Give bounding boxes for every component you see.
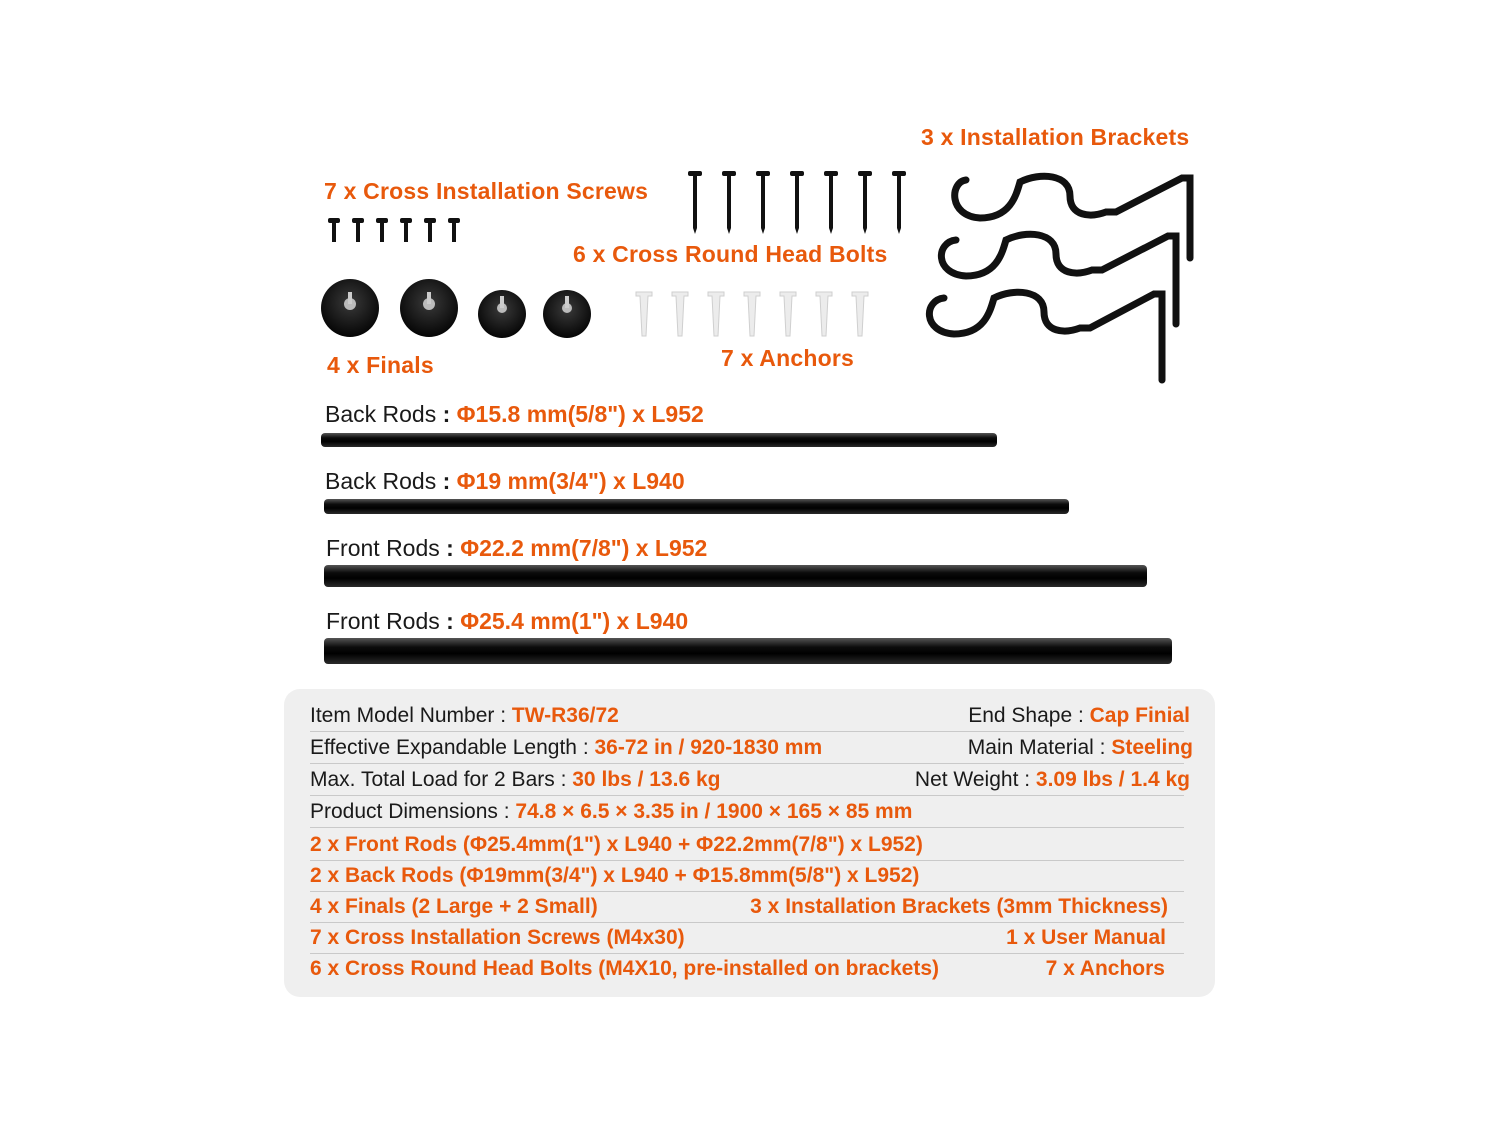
final-large-icon xyxy=(400,279,458,337)
screw-icon xyxy=(400,218,412,242)
rod-label-4: Front Rods : Φ25.4 mm(1") x L940 xyxy=(326,608,689,634)
screw-icon xyxy=(328,218,340,242)
anchors-label: 7 x Anchors xyxy=(721,345,855,371)
anchor-icon xyxy=(708,292,724,336)
screw-icon xyxy=(448,218,460,242)
anchor-icon xyxy=(744,292,760,336)
bracket-icon xyxy=(929,292,1162,380)
spec-row-dimensions: Product Dimensions : 74.8 × 6.5 × 3.35 in / 1900 × 165 × 85 mm xyxy=(310,796,1184,828)
finals-label: 4 x Finals xyxy=(327,352,434,378)
rod-label-2: Back Rods : Φ19 mm(3/4") x L940 xyxy=(325,468,685,494)
rod-label-1: Back Rods : Φ15.8 mm(5/8") x L952 xyxy=(325,401,704,427)
back-rod-small xyxy=(321,433,997,447)
package-row-front-rods: 2 x Front Rods (Φ25.4mm(1") x L940 + Φ22.2mm(7/8") x L952) xyxy=(310,829,1184,861)
screw-icon xyxy=(424,218,436,242)
anchor-icon xyxy=(672,292,688,336)
bolts-label: 6 x Cross Round Head Bolts xyxy=(573,241,888,267)
spec-row-load: Max. Total Load for 2 Bars : 30 lbs / 13.6 kg Net Weight : 3.09 lbs / 1.4 kg xyxy=(310,764,1184,796)
brackets-illustration xyxy=(920,166,1210,388)
bolt-icon xyxy=(858,171,872,234)
bracket-icon xyxy=(941,234,1176,324)
bolt-icon xyxy=(892,171,906,234)
bolt-icon xyxy=(790,171,804,234)
anchor-icon xyxy=(780,292,796,336)
final-small-icon xyxy=(543,290,591,338)
anchor-icon xyxy=(816,292,832,336)
final-large-icon xyxy=(321,279,379,337)
screw-icon xyxy=(352,218,364,242)
bolt-icon xyxy=(756,171,770,234)
screw-icon xyxy=(376,218,388,242)
package-row-screws-manual: 7 x Cross Installation Screws (M4x30) 1 x User Manual xyxy=(310,922,1184,954)
anchor-icon xyxy=(636,292,652,336)
back-rod-large xyxy=(324,499,1069,514)
screws-label: 7 x Cross Installation Screws xyxy=(324,178,649,204)
front-rod-small xyxy=(324,565,1147,587)
spec-row-length: Effective Expandable Length : 36-72 in / 920-1830 mm Main Material : Steeling xyxy=(310,732,1184,764)
package-row-bolts-anchors: 6 x Cross Round Head Bolts (M4X10, pre-installed on brackets) 7 x Anchors xyxy=(310,957,1165,980)
final-small-icon xyxy=(478,290,526,338)
bolt-icon xyxy=(688,171,702,234)
brackets-label: 3 x Installation Brackets xyxy=(921,124,1190,150)
screws-illustration xyxy=(322,214,468,244)
bolt-icon xyxy=(722,171,736,234)
finals-illustration xyxy=(316,272,596,344)
package-row-back-rods: 2 x Back Rods (Φ19mm(3/4") x L940 + Φ15.8mm(5/8") x L952) xyxy=(310,860,1184,892)
front-rod-large xyxy=(324,638,1172,664)
bolt-icon xyxy=(824,171,838,234)
bolts-illustration xyxy=(682,168,912,236)
anchor-icon xyxy=(852,292,868,336)
rod-label-3: Front Rods : Φ22.2 mm(7/8") x L952 xyxy=(326,535,708,561)
package-row-finals-brackets: 4 x Finals (2 Large + 2 Small) 3 x Installation Brackets (3mm Thickness) xyxy=(310,891,1184,923)
spec-row-model: Item Model Number : TW-R36/72 End Shape : Cap Finial xyxy=(310,700,1184,732)
anchors-illustration xyxy=(630,288,870,342)
